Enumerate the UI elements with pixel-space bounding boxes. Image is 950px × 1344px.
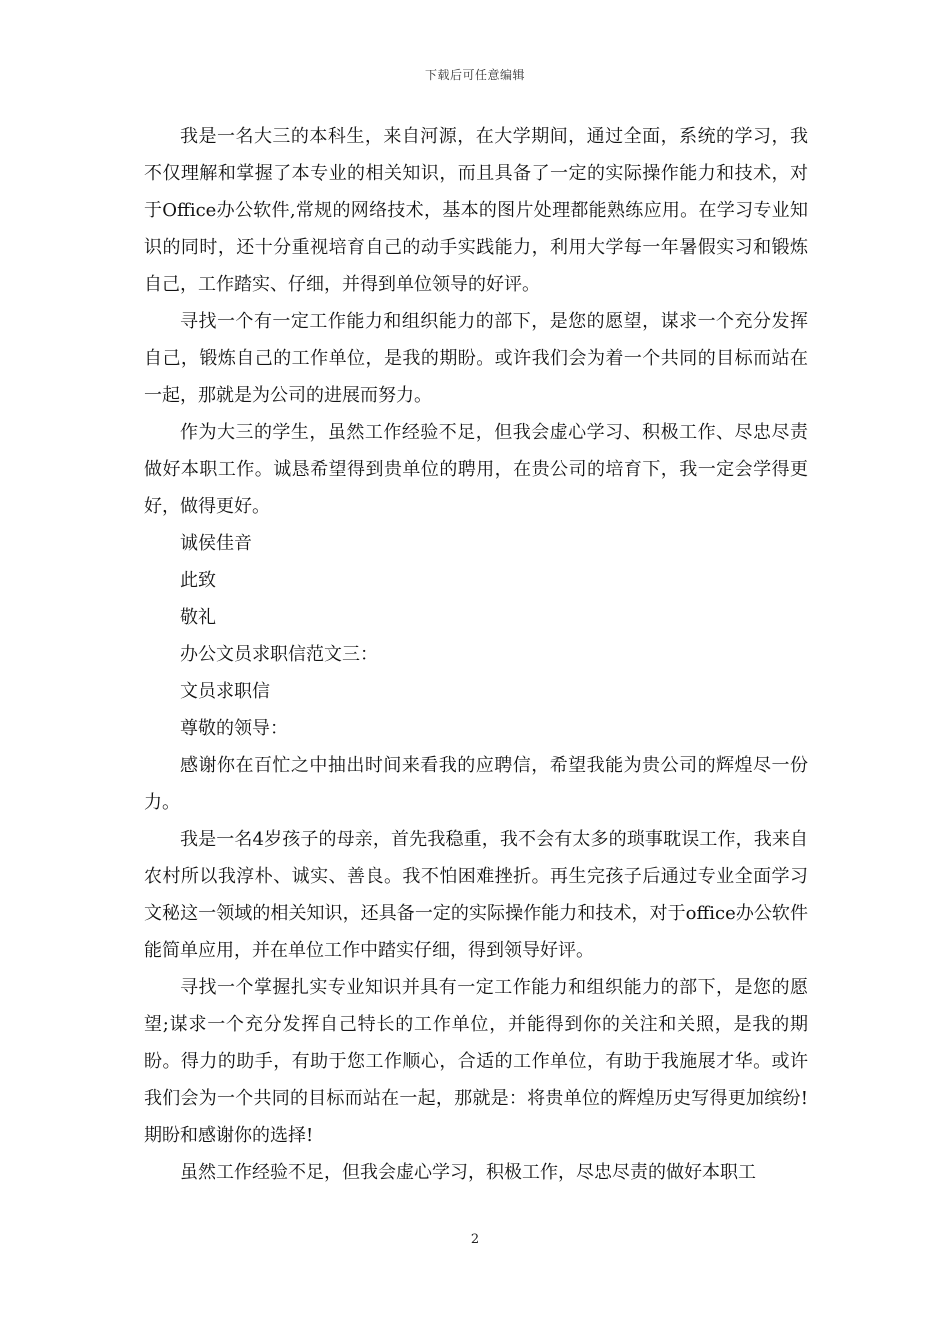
paragraph-student-commitment: 作为大三的学生，虽然工作经验不足，但我会虚心学习、积极工作、尽忠尽责做好本职工作。诚恳希望得到贵单位的聘用，在贵公司的培育下，我一定会学得更好，做得更好。 (144, 422, 808, 517)
letter-title: 文员求职信 (180, 681, 270, 702)
document-body (144, 118, 808, 1191)
paragraph-self-introduction: 我是一名大三的本科生，来自河源，在大学期间，通过全面，系统的学习，我不仅理解和掌握了本专业的相关知识，而且具备了一定的实际操作能力和技术，对于Office办公软件,常规的网络技术，基本的图片处理都能熟练应用。在学习专业知识的同时，还十分重视培育自己的动手实践能力，利用大学每一年暑假实习和锻炼自己，工作踏实、仔细，并得到单位领导的好评。 (144, 126, 808, 295)
closing-awaiting-reply: 诚侯佳音 (180, 533, 252, 554)
closing-salutation: 此致 (180, 570, 216, 591)
paragraph-background: 我是一名4岁孩子的母亲，首先我稳重，我不会有太多的琐事耽误工作，我来自农村所以我淳朴、诚实、善良。我不怕困难挫折。再生完孩子后通过专业全面学习文秘这一领域的相关知识，还具备一定的实际操作能力和技术，对于office办公软件能简单应用，并在单位工作中踏实仔细，得到领导好评。 (144, 829, 808, 961)
letter-greeting: 尊敬的领导： (180, 718, 288, 739)
paragraph-job-seeking: 寻找一个有一定工作能力和组织能力的部下，是您的愿望，谋求一个充分发挥自己，锻炼自己的工作单位，是我的期盼。或许我们会为着一个共同的目标而站在一起，那就是为公司的进展而努力。 (144, 311, 808, 406)
paragraph-commitment: 虽然工作经验不足，但我会虚心学习，积极工作，尽忠尽责的做好本职工 (180, 1162, 756, 1183)
closing-regards: 敬礼 (180, 607, 216, 628)
page-number: 2 (470, 1232, 480, 1247)
paragraph-thanks: 感谢你在百忙之中抽出时间来看我的应聘信，希望我能为贵公司的辉煌尽一份力。 (144, 755, 808, 813)
page-header: 下载后可任意编辑 (424, 68, 525, 82)
paragraph-expectation: 寻找一个掌握扎实专业知识并具有一定工作能力和组织能力的部下，是您的愿望;谋求一个充分发挥自己特长的工作单位，并能得到你的关注和关照，是我的期盼。得力的助手，有助于您工作顺心，合适的工作单位，有助于我施展才华。或许我们会为一个共同的目标而站在一起，那就是：将贵单位的辉煌历史写得更加缤纷!期盼和感谢你的选择! (144, 977, 808, 1146)
section-title: 办公文员求职信范文三： (180, 644, 378, 665)
